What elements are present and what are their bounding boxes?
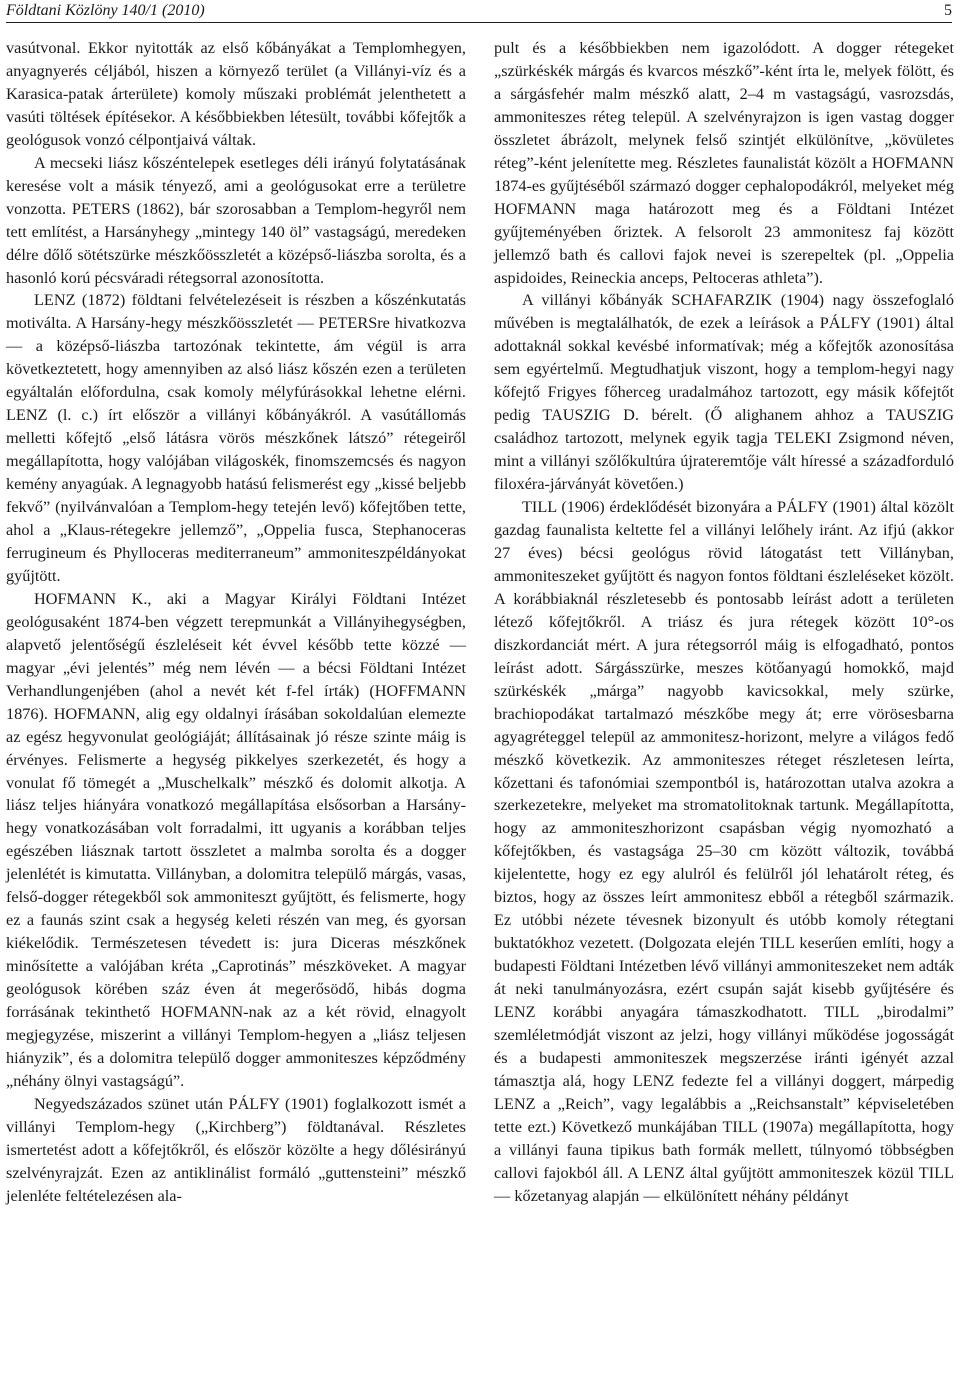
paragraph: HOFMANN K., aki a Magyar Királyi Földtani Intézet geológusaként 1874-ben végzett terepmunkát a Villányihegységben, alapvető jelentőségű észleléseit két évvel később tette közzé — magyar „évi jelentés” még nem lévén — a bécsi Földtani Intézet Verhandlungenjében (ahol a nevét két f-fel írták) (HOFFMANN 1876). HOFMANN, alig egy oldalnyi írásában sokoldalúan elemezte az egész hegyvonulat geológiáját; állításainak jó része szinte máig is érvényes. Felismerte a hegység pikkelyes szerkezetét, és hogy a vonulat fő tömegét a „Muschelkalk” mészkő és dolomit alkotja. A liász teljes hiányára vonatkozó megállapítása elsősorban a Harsány-hegy vonatkozásában volt forradalmi, itt ugyanis a korábban teljes egészében liásznak tartott összletet a malmba sorolta és a dogger jelenlétét is kimutatta. Villányban, a dolomitra települő márgás, vasas, felső-dogger rétegekből sok ammoniteszt gyűjtött, és felismerte, hogy ez a faunás szint csak a hegység keleti részén van meg, és gyorsan kiékelődik. Természetesen tévedett is: jura Diceras mészkőnek minősítette a valójában kréta „Caprotinás” mészköveket. A magyar geológusok körében száz éven át megerősödő, hibás dogma forrásának tekinthető HOFMANN-nak az a két rövid, elnagyolt megjegyzése, miszerint a villányi Templom-hegyen a „liász teljesen hiányzik”, és a dolomitra települő dogger ammoniteszes képződmény „néhány ölnyi vastagságú”. (6, 589, 466, 1090)
page-number: 5 (944, 2, 952, 19)
right-column (494, 37, 954, 1208)
journal-citation: Földtani Közlöny 140/1 (2010) (6, 2, 205, 19)
paragraph: TILL (1906) érdeklődését bizonyára a PÁLFY (1901) által közölt gazdag faunalista keltette fel a villányi lelőhely iránt. Az ifjú (akkor 27 éves) bécsi geológus rövid látogatást tett Villányban, ammoniteszeket gyűjtött és nagyon fontos földtani észleléseket közölt. A korábbiaknál részletesebb és pontosabb leírást adott a területen létező kőfejtőkről. A triász és jura rétegek között 10°-os diszkordanciát mért. A jura rétegsorról máig is elfogadható, pontos leírást adott. Sárgásszürke, meszes kötőanyagú homokkő, majd szürkéskék „márga” nagyobb kavicsokkal, mely szürke, brachiopodákat tartalmazó mészkőbe megy át; erre vörösesbarna agyagréteggel települ az ammonitesz-horizont, melyre a világos fedő mészkő következik. Az ammoniteszes réteget részletesen leírta, kőzettani és tafonómiai szempontból is, határozottan utalva azokra a szerkezetekre, melyeket ma stromatolitoknak tartunk. Megállapította, hogy az ammoniteszhorizont csapásban végig nyomozható a kőfejtőkben, és vastagsága 25–30 cm között változik, továbbá kijelentette, hogy ez egy alulról és felülről jól lehatárolt réteg, és biztos, hogy az összes leírt ammonitesz ebből a rétegből származik. Ez utóbbi nézete tévesnek bizonyult és utóbb komoly rétegtani buktatókhoz vezetett. (Dolgozata elején TILL keserűen említi, hogy a budapesti Földtani Intézetben lévő villányi ammoniteszeket nem adták át neki tanulmányozásra, ezért csupán saját kisebb gyűjtésére és LENZ korábbi anyagára támaszkodhatott. TILL „birodalmi” szemléletmódját viszont az jelzi, hogy villányi működése jogosságát és a budapesti ammoniteszek megszerzése iránti igényét azzal támasztja alá, hogy LENZ fedezte fel a villányi doggert, márpedig LENZ a „Reich”, vagy legalábbis a „Reichsanstalt” képviseletében tette ezt.) Következő munkájában TILL (1907a) megállapította, hogy a villányi fauna tipikus bath formák mellett, túlnyomó többségben callovi fajokból áll. A LENZ által gyűjtött ammoniteszek közül TILL — kőzetanyag alapján — elkülönített néhány példányt (494, 498, 954, 1205)
paragraph: pult és a későbbiekben nem igazolódott. A dogger rétegeket „szürkéskék márgás és kvarcos mészkő”-ként írta le, melyek fölött, és a sárgásfehér malm mészkő alatt, 2–4 m vastagságú, vasrozsdás, ammoniteszes réteg települ. A szelvényrajzon is igen vastag dogger összletet ábrázolt, melynek felső szintjét elkülönítve, „kövületes réteg”-ként jelenítette meg. Részletes faunalistát közölt a HOFMANN 1874-es gyűjtéséből származó dogger cephalopodákról, melyeket még HOFMANN maga határozott meg és a Földtani Intézet gyűjteményében őriztek. A felsorolt 23 ammonitesz faj között jellemző bath és callovi fajok nevei is szerepeltek (pl. „Oppelia aspidoides, Reineckia anceps, Peltoceras athleta”). (494, 39, 954, 287)
paragraph: A villányi kőbányák SCHAFARZIK (1904) nagy összefoglaló művében is megtalálhatók, de ezek a leírások a PÁLFY (1901) által adottaknál sokkal kevésbé informatívak; még a kőfejtők azonosítása sem egyértelmű. Megtudhatjuk viszont, hogy a templom-hegyi nagy kőfejtő Frigyes főherceg uradalmához tartozott, egy másik kőfejtőt pedig TAUSZIG D. bérelt. (Ő alighanem ahhoz a TAUSZIG családhoz tartozott, melynek egyik tagja TELEKI Zsigmond néven, mint a villányi szőlőkultúra újrateremtője vált híressé a századforduló filoxéra-járványát követően.) (494, 291, 954, 494)
paragraph: vasútvonal. Ekkor nyitották az első kőbányákat a Templomhegyen, anyagnyerés céljából, hiszen a környező terület (a Villányi-víz és a Karasica-patak árterülete) komoly műszaki problémát jelenthetett a vasúti töltések építésekor. A későbbiekben létesült, további kőfejtők a geológusok vonzó célpontjaivá váltak. (6, 39, 466, 149)
left-column (6, 37, 466, 1208)
paragraph: A mecseki liász kőszéntelepek esetleges déli irányú folytatásának keresése volt a másik tényező, ami a geológusokat erre a területre vonzotta. PETERS (1862), bár szorosabban a Templom-hegyről nem tett említést, a Harsányhegy „mintegy 140 öl” vastagságú, meredeken délre dőlő sötétszürke mészkőösszletét a középső-liászba sorolta, és a hasonló korú pécsváradi rétegsorral azonosította. (6, 153, 466, 287)
paragraph: Negyedszázados szünet után PÁLFY (1901) foglalkozott ismét a villányi Templom-hegy („Kirchberg”) földtanával. Részletes ismertetést adott a kőfejtőkről, és először közölte a hegy dőlésirányú szelvényrajzát. Ezen az antiklinálist formáló „guttensteini” mészkő jelenléte feltételezésen ala- (6, 1094, 466, 1205)
running-header (6, 0, 952, 23)
paragraph: LENZ (1872) földtani felvételezéseit is részben a kőszénkutatás motiválta. A Harsány-hegy mészkőösszletét — PETERSre hivatkozva — a középső-liászba tartozónak tekintette, ám végül is arra következtetett, hogy amennyiben az alsó liász kőszén ezen a területen egyáltalán előfordulna, csak komoly mélyfúrásokkal lehetne elérni. LENZ (l. c.) írt először a villányi kőbányákról. A vasútállomás melletti kőfejtő „első látásra vörös mészkőnek látszó” rétegeiről megállapította, hogy valójában világoskék, finomszemcsés és nagyon kemény anyagúak. A legnagyobb hatású felismerést egy „kissé beljebb fekvő” (nyilvánvalóan a Templom-hegy tetején levő) kőfejtőben tette, ahol a „Klaus-rétegekre jellemző”, „Oppelia fusca, Stephanoceras ferrugineum és Phylloceras mediterraneum” ammoniteszpéldányokat gyűjtött. (6, 291, 466, 585)
